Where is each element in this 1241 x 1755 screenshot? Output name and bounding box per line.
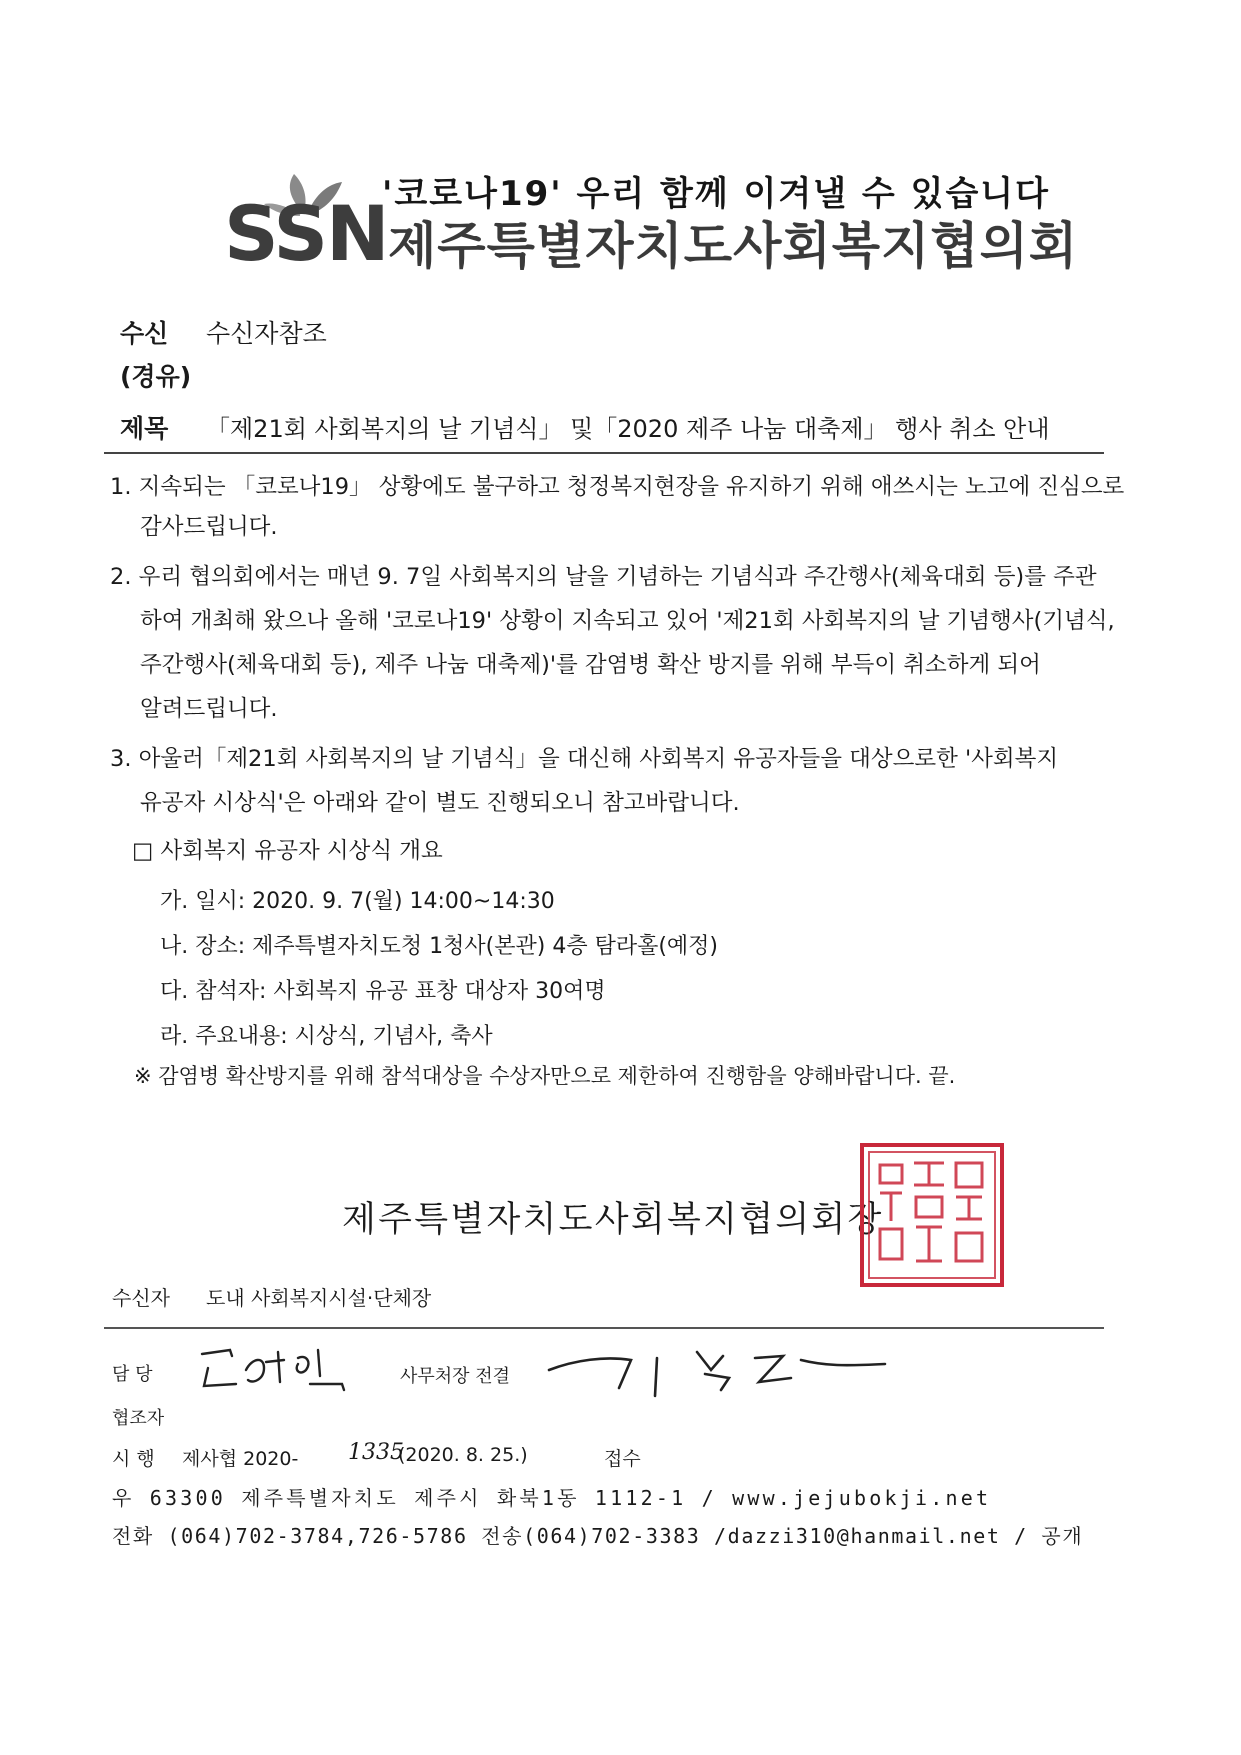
sender-title: 제주특별자치도사회복지협의회장 xyxy=(342,1200,884,1240)
approver-signature-text: 김성기 xyxy=(545,1330,548,1331)
staff-label: 담 당 xyxy=(112,1364,153,1385)
contact-line: 전화 (064)702-3784,726-5786 전송(064)702-3383 /dazzi310@hanmail.net / 공개 xyxy=(112,1524,1084,1548)
subject-value: 「제21회 사회복지의 날 기념식」 및「2020 제주 나눔 대축제」 행사 취소 안내 xyxy=(206,415,1050,443)
paragraph-2-line-1: 2. 우리 협의회에서는 매년 9. 7일 사회복지의 날을 기념하는 기념식과 주간행사(체육대회 등)를 주관 xyxy=(110,564,1097,590)
overview-item-content: 라. 주요내용: 시상식, 기념사, 축사 xyxy=(160,1024,493,1049)
subject-label: 제목 xyxy=(120,414,169,443)
header-divider xyxy=(104,452,1104,454)
overview-item-date: 가. 일시: 2020. 9. 7(월) 14:00~14:30 xyxy=(160,889,555,914)
recipients-value: 도내 사회복지시설·단체장 xyxy=(206,1286,432,1310)
notice: ※ 감염병 확산방지를 위해 참석대상을 수상자만으로 제한하여 진행함을 양해바랍니다. 끝. xyxy=(134,1064,956,1088)
recipient-label: 수신 xyxy=(120,319,169,348)
ssn-logo-text: SSN xyxy=(224,189,388,278)
overview-title: □ 사회복지 유공자 시상식 개요 xyxy=(132,838,443,864)
recipients-label: 수신자 xyxy=(112,1286,170,1310)
paragraph-2-line-2: 하여 개최해 왔으나 올해 '코로나19' 상황이 지속되고 있어 '제21회 사회복지의 날 기념행사(기념식, xyxy=(140,608,1115,634)
enforce-label: 시 행 xyxy=(112,1448,155,1470)
paragraph-1-line-1: 1. 지속되는 「코로나19」 상황에도 불구하고 청정복지현장을 유지하기 위해 애쓰시는 노고에 진심으로 xyxy=(110,474,1125,500)
paragraph-3-line-1: 3. 아울러「제21회 사회복지의 날 기념식」을 대신해 사회복지 유공자들을 대상으로한 '사회복지 xyxy=(110,746,1059,772)
approver-signature xyxy=(545,1330,895,1400)
footer-divider xyxy=(104,1327,1104,1329)
overview-item-attendees: 다. 참석자: 사회복지 유공 표창 대상자 30여명 xyxy=(160,979,606,1004)
overview-item-place: 나. 장소: 제주특별자치도청 1청사(본관) 4층 탐라홀(예정) xyxy=(160,934,718,959)
recipient-value: 수신자참조 xyxy=(206,319,327,348)
slogan: '코로나19' 우리 함께 이겨낼 수 있습니다 xyxy=(382,174,1050,214)
receipt-label: 접수 xyxy=(604,1448,641,1470)
organization-title: 제주특별자치도사회복지협의회 xyxy=(388,217,1079,275)
approver-label: 사무처장 전결 xyxy=(400,1366,511,1387)
enforce-prefix: 제사협 2020- xyxy=(182,1448,299,1470)
staff-signature xyxy=(194,1340,374,1400)
enforce-number: 1335 xyxy=(348,1440,404,1465)
paragraph-2-line-4: 알려드립니다. xyxy=(140,696,278,722)
address-line: 우 63300 제주특별자치도 제주시 화북1동 1112-1 / www.jejubokji.net xyxy=(112,1486,992,1510)
enforce-date: (2020. 8. 25.) xyxy=(398,1444,528,1466)
cooperator-label: 협조자 xyxy=(112,1408,165,1429)
official-seal-icon xyxy=(858,1141,1006,1289)
paragraph-3-line-2: 유공자 시상식'은 아래와 같이 별도 진행되오니 참고바랍니다. xyxy=(140,790,740,816)
via-label: (경유) xyxy=(120,362,192,391)
paragraph-1-line-2: 감사드립니다. xyxy=(140,514,278,540)
paragraph-2-line-3: 주간행사(체육대회 등), 제주 나눔 대축제)'를 감염병 확산 방지를 위해 부득이 취소하게 되어 xyxy=(140,652,1041,678)
staff-signature-text: 고성민 xyxy=(194,1340,197,1341)
